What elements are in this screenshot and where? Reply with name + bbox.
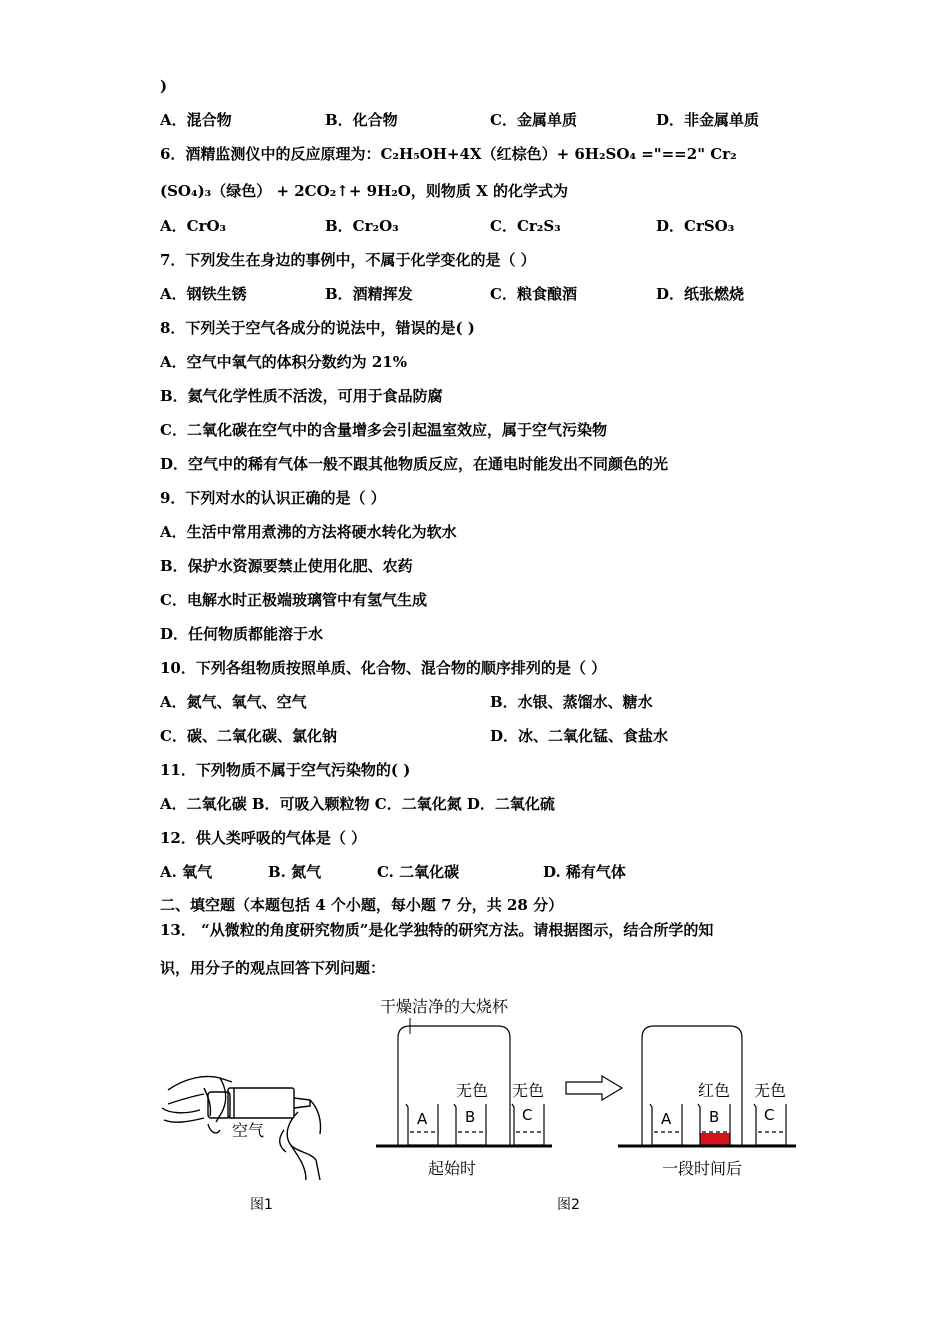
q6-stem-1: 6．酒精监测仪中的反应原理为：C₂H₅OH+4X（红棕色）+ 6H₂SO₄ ="==2" Cr₂ <box>160 145 737 163</box>
before-label-c: 无色 <box>512 1081 545 1100</box>
figure-1-syringe <box>160 1060 330 1185</box>
figure-1-caption: 图1 <box>250 1197 273 1213</box>
after-caption: 一段时间后 <box>662 1159 743 1178</box>
before-letter-c: C <box>522 1106 533 1124</box>
q12-option-b: B. 氮气 <box>268 863 322 881</box>
q5-option-b: B．化合物 <box>325 111 398 129</box>
q13-stem-2: 识，用分子的观点回答下列问题： <box>160 959 386 977</box>
q12-option-c: C. 二氧化碳 <box>377 863 460 881</box>
before-label-b: 无色 <box>456 1081 489 1100</box>
arrow-icon <box>566 1076 622 1100</box>
q8-option-a: A．空气中氧气的体积分数约为 21% <box>160 353 407 371</box>
q7-stem: 7．下列发生在身边的事例中，不属于化学变化的是（ ） <box>160 251 536 269</box>
q9-option-a: A．生活中常用煮沸的方法将硬水转化为软水 <box>160 523 457 541</box>
q6-option-d: D．CrSO₃ <box>656 217 735 235</box>
q6-option-a: A．CrO₃ <box>160 217 227 235</box>
q6-stem-2: (SO₄)₃（绿色） + 2CO₂↑+ 9H₂O，则物质 X 的化学式为 <box>160 182 568 200</box>
after-label-b: 红色 <box>698 1081 731 1100</box>
fig1-air-label: 空气 <box>232 1121 265 1140</box>
q5-option-a: A．混合物 <box>160 111 232 129</box>
q5-option-d: D．非金属单质 <box>656 111 760 129</box>
q9-option-b: B．保护水资源要禁止使用化肥、农药 <box>160 557 413 575</box>
q10-option-c: C．碳、二氧化碳、氯化钠 <box>160 727 337 745</box>
q10-option-a: A．氮气、氧气、空气 <box>160 693 307 711</box>
figure-2-caption: 图2 <box>557 1197 580 1213</box>
q9-option-d: D．任何物质都能溶于水 <box>160 625 324 643</box>
q6-option-c: C．Cr₂S₃ <box>490 217 561 235</box>
q11-options: A．二氧化碳 B．可吸入颗粒物 C．二氧化氮 D．二氧化硫 <box>160 795 555 813</box>
q7-option-b: B．酒精挥发 <box>325 285 413 303</box>
before-caption: 起始时 <box>428 1159 477 1178</box>
q8-option-d: D．空气中的稀有气体一般不跟其他物质反应，在通电时能发出不同颜色的光 <box>160 455 669 473</box>
figure-2-beakers <box>370 990 810 1180</box>
q9-option-c: C．电解水时正极端玻璃管中有氢气生成 <box>160 591 427 609</box>
q12-option-d: D. 稀有气体 <box>543 863 626 881</box>
big-beaker-label: 干燥洁净的大烧杯 <box>380 997 509 1016</box>
q7-option-d: D．纸张燃烧 <box>656 285 745 303</box>
section-2-heading: 二、填空题（本题包括 4 个小题，每小题 7 分，共 28 分） <box>160 896 564 914</box>
q11-stem: 11．下列物质不属于空气污染物的( ) <box>160 761 411 779</box>
q12-stem: 12．供人类呼吸的气体是（ ） <box>160 829 367 847</box>
before-letter-a: A <box>417 1110 428 1128</box>
q12-option-a: A. 氧气 <box>160 863 213 881</box>
before-letter-b: B <box>465 1108 476 1126</box>
q8-stem: 8．下列关于空气各成分的说法中，错误的是( ) <box>160 319 475 337</box>
after-letter-a: A <box>661 1110 672 1128</box>
q8-option-b: B．氦气化学性质不活泼，可用于食品防腐 <box>160 387 443 405</box>
after-label-c: 无色 <box>754 1081 787 1100</box>
q6-option-b: B．Cr₂O₃ <box>325 217 399 235</box>
after-letter-c: C <box>764 1106 775 1124</box>
q5-option-c: C．金属单质 <box>490 111 577 129</box>
q10-option-d: D．冰、二氧化锰、食盐水 <box>490 727 669 745</box>
q7-option-c: C．粮食酿酒 <box>490 285 577 303</box>
q13-stem-1: 13． “从微粒的角度研究物质”是化学独特的研究方法。请根据图示，结合所学的知 <box>160 921 714 939</box>
q10-stem: 10．下列各组物质按照单质、化合物、混合物的顺序排列的是（ ） <box>160 659 607 677</box>
q7-option-a: A．钢铁生锈 <box>160 285 247 303</box>
q8-option-c: C．二氧化碳在空气中的含量增多会引起温室效应，属于空气污染物 <box>160 421 607 439</box>
q5-stem-end: ) <box>160 77 168 95</box>
q9-stem: 9．下列对水的认识正确的是（ ） <box>160 489 386 507</box>
after-letter-b: B <box>709 1108 720 1126</box>
q10-option-b: B．水银、蒸馏水、糖水 <box>490 693 653 711</box>
red-liquid <box>700 1133 730 1145</box>
